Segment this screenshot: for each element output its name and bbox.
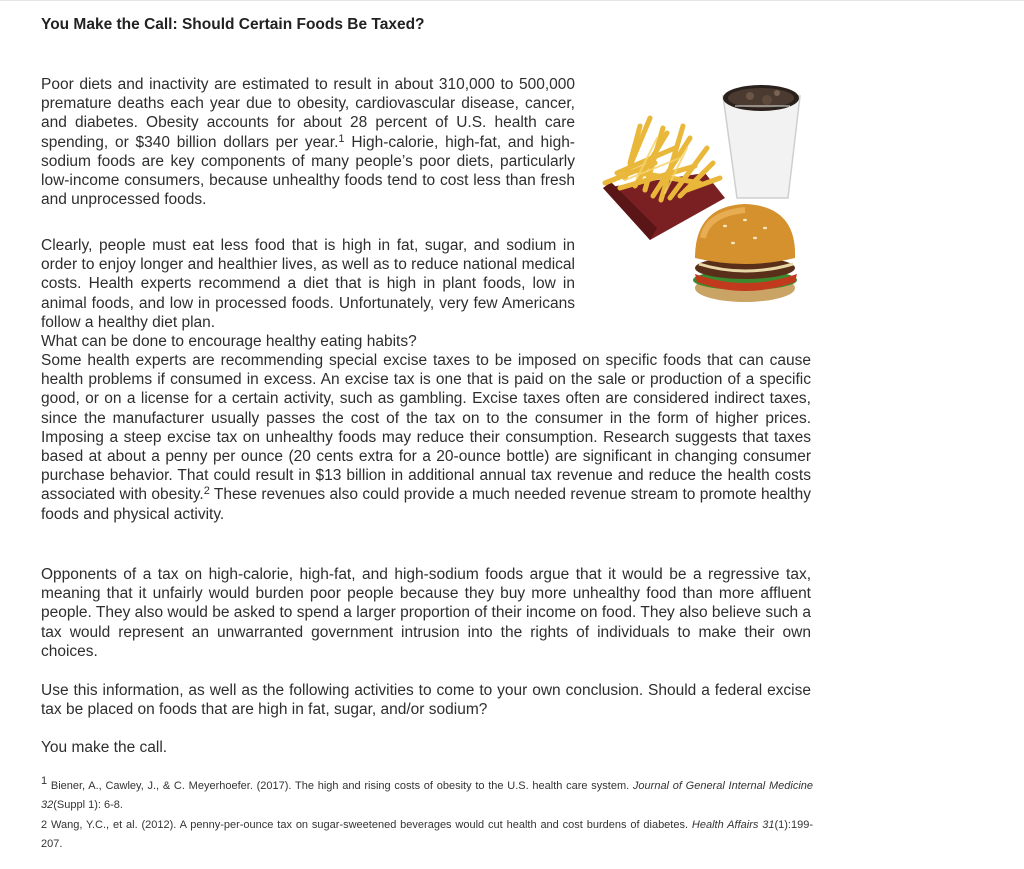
burger-icon xyxy=(693,204,797,302)
paragraph-2-question: What can be done to encourage healthy eating habits? xyxy=(41,333,417,350)
paragraph-6: You make the call. xyxy=(41,739,168,756)
paragraph-3-text-a: Some health experts are recommending special excise taxes to be imposed on specific foods that can cause health problems if consumed in excess. An excise tax is one that is paid on the sale or production of a specific good, or on a license for a certain activity, such as gambling. Excise taxes often are considered indirect taxes, since the manufacturer usually passes the cost of the tax on to the consumer in the form of higher prices. Imposing a steep excise tax on unhealthy foods may reduce their consumption. Research suggests that taxes based at about a penny per ounce (20 cents extra for a 20-ounce bottle) are significant in changing consumer purchase behavior. That could result in $13 billion in additional annual tax revenue and reduce the health costs associated with obesity. xyxy=(41,352,811,504)
paragraph-3 xyxy=(41,351,811,524)
footnote-1 xyxy=(41,777,813,815)
fast-food-image xyxy=(595,78,810,318)
paragraph-3-text-b: These revenues also could provide a much needed revenue stream to promote healthy foods and physical activity. xyxy=(41,486,811,523)
paragraph-1 xyxy=(41,75,575,209)
top-divider xyxy=(0,0,1024,1)
footnote-ref-2[interactable]: 2 xyxy=(203,485,210,498)
paragraph-2-text: Clearly, people must eat less food that is high in fat, sugar, and sodium in order to enjoy longer and healthier lives, as well as to reduce national medical costs. Health experts recommend a diet that is high in plant foods, low in animal foods, and low in processed foods. Unfortunately, very few Americans follow a healthy diet plan. xyxy=(41,237,575,331)
paragraph-1-text-b: High-calorie, high-fat, and high-sodium foods are key components of many people’s poor diets, particularly low-income consumers, because unhealthy foods tend to cost less than fresh and unprocessed foods. xyxy=(41,133,575,209)
paragraph-2 xyxy=(41,236,575,332)
footnote-2 xyxy=(41,816,813,854)
soda-cup-icon xyxy=(723,85,800,198)
footnote-ref-1[interactable]: 1 xyxy=(338,132,345,145)
page-title: You Make the Call: Should Certain Foods Be Taxed? xyxy=(41,16,425,33)
footnote-2-marker: 2 xyxy=(41,819,48,831)
paragraph-4: Opponents of a tax on high-calorie, high-fat, and high-sodium foods argue that it would be a regressive tax, meaning that it unfairly would burden poor people because they buy more unhealthy food than more affluent people. They also would be asked to spend a larger proportion of their income on food. They also believe such a tax would represent an unwarranted government intrusion into the rights of individuals to make their own choices. xyxy=(41,566,811,660)
footnote-1-rest: (Suppl 1): 6-8. xyxy=(53,799,123,811)
paragraph-5: Use this information, as well as the following activities to come to your own conclusion. Should a federal excise tax be placed on foods that are high in fat, sugar, and/or sodium? xyxy=(41,682,811,719)
footnote-2-rest: (1):199-207. xyxy=(41,819,813,850)
footnote-2-text: Wang, Y.C., et al. (2012). A penny-per-ounce tax on sugar-sweetened beverages would cut health and cost burdens of diabetes. xyxy=(47,819,692,831)
footnote-1-journal: Journal of General Internal Medicine 32 xyxy=(41,780,813,811)
footnote-1-marker: 1 xyxy=(41,775,48,787)
footnote-2-journal: Health Affairs 31 xyxy=(691,819,775,831)
paragraph-1-text-a: Poor diets and inactivity are estimated to result in about 310,000 to 500,000 premature deaths each year due to obesity, cardiovascular disease, cancer, and diabetes. Obesity accounts for about 28 percent of U.S. health care spending, or $340 billion dollars per year. xyxy=(41,76,575,151)
footnote-1-text: Biener, A., Cawley, J., & C. Meyerhoefer. (2017). The high and rising costs of obesity to the U.S. health care system. xyxy=(47,780,633,792)
